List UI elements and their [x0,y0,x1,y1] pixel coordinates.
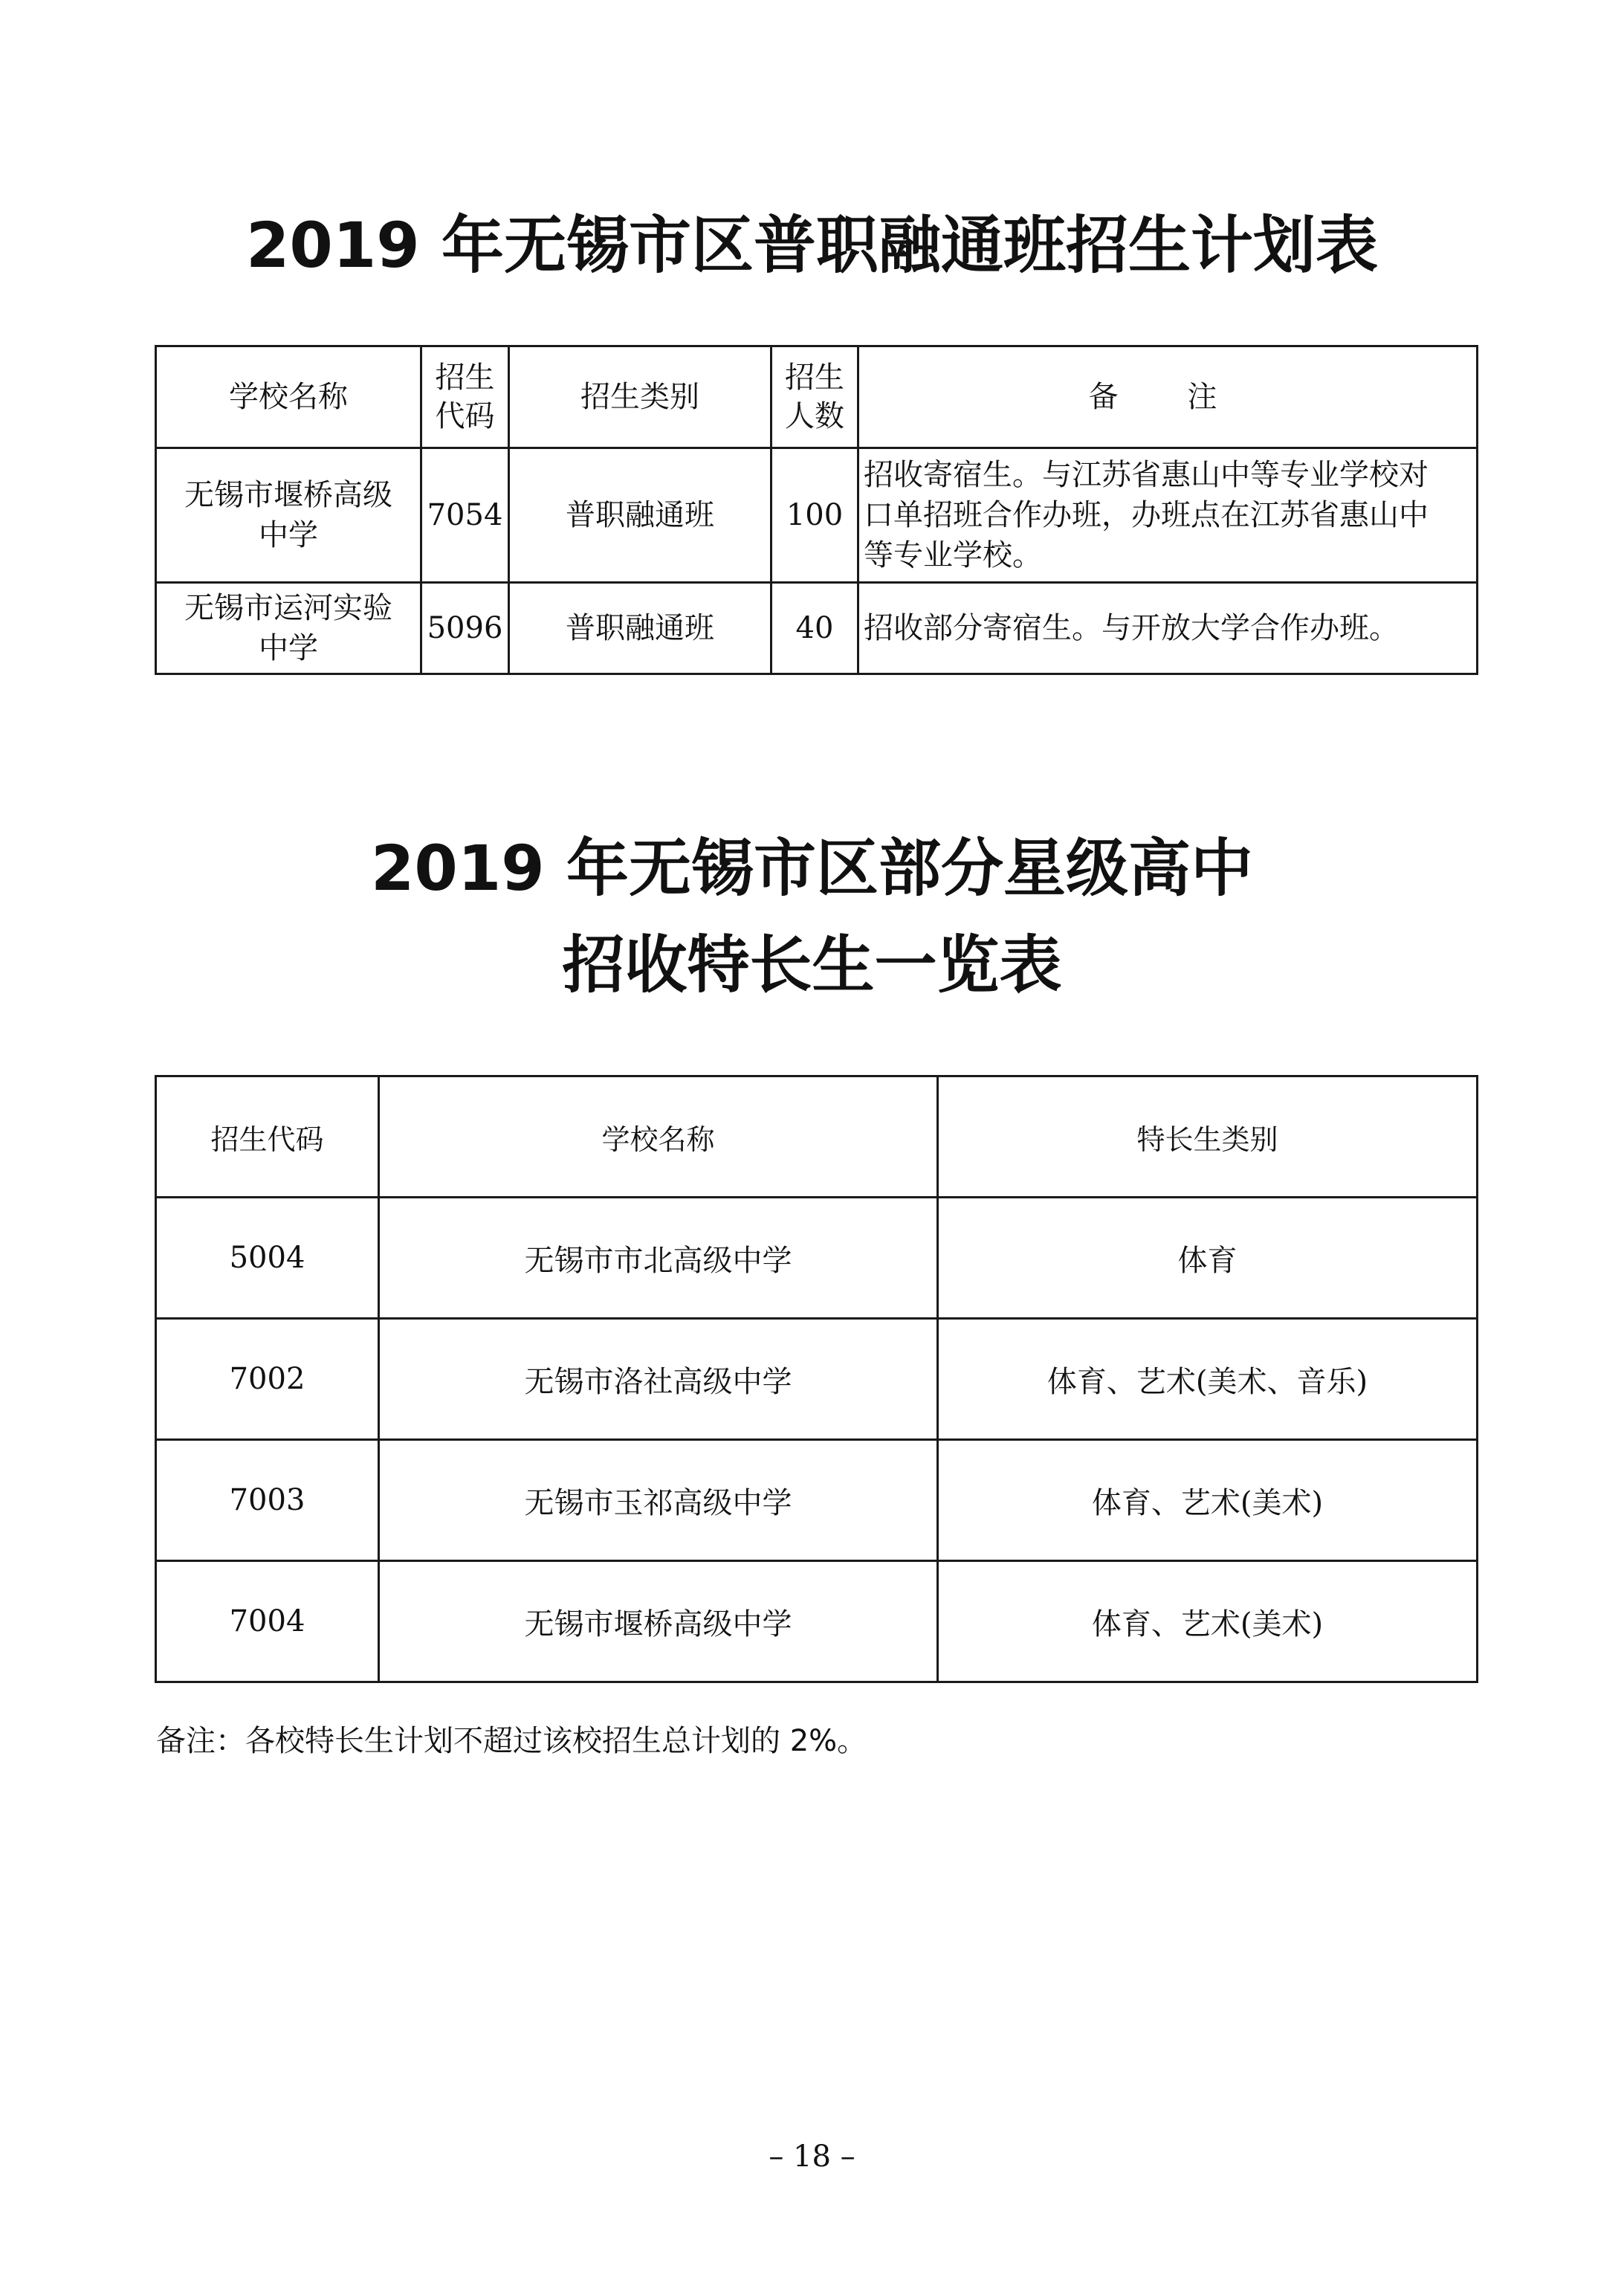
header-school-name: 学校名称 [156,346,421,448]
cell-code: 7054 [421,448,509,583]
table2-title-line-1: 2019 年无锡市区部分星级高中 [370,832,1254,905]
table-row [156,448,1478,583]
cell-school-name: 无锡市堰桥高级中学 [379,1561,938,1682]
header-count-line-1: 招生 [785,361,844,395]
table-header-row [156,1076,1478,1198]
table2-footnote: 备注：各校特长生计划不超过该校招生总计划的 2%。 [156,1724,867,1758]
cell-count: 100 [771,448,858,583]
cell-school-name: 无锡市洛社高级中学 [379,1319,938,1440]
table1-title: 2019 年无锡市区普职融通班招生计划表 [245,209,1379,282]
cell-school-name: 无锡市市北高级中学 [379,1198,938,1319]
cell-code: 7003 [156,1440,379,1561]
table-row [156,1319,1478,1440]
cell-remarks [858,448,1478,583]
school-name-line-2: 中学 [259,631,318,665]
cell-category: 普职融通班 [509,448,771,583]
cell-school-name [156,583,421,674]
header-enrollment-code: 招生代码 [156,1076,379,1198]
table-row [156,1440,1478,1561]
cell-talent-category: 体育、艺术(美术) [938,1561,1478,1682]
header-enrollment-category: 招生类别 [509,346,771,448]
remarks-line-1: 招收部分寄宿生。与开放大学合作办班。 [864,611,1399,645]
header-count-line-2: 人数 [785,399,844,433]
cell-talent-category: 体育 [938,1198,1478,1319]
school-name-line-1: 无锡市运河实验 [184,591,392,625]
special-talent-enrollment-table [155,1075,1478,1683]
header-enrollment-code [421,346,509,448]
header-code-line-1: 招生 [435,361,495,395]
cell-code: 5004 [156,1198,379,1319]
table-row [156,1561,1478,1682]
cell-category: 普职融通班 [509,583,771,674]
table-header-row [156,346,1478,448]
header-talent-category: 特长生类别 [938,1076,1478,1198]
cell-school-name: 无锡市玉祁高级中学 [379,1440,938,1561]
remarks-line-2: 口单招班合作办班，办班点在江苏省惠山中 [864,498,1429,532]
school-name-line-2: 中学 [259,518,318,552]
cell-code: 5096 [421,583,509,674]
remarks-line-1: 招收寄宿生。与江苏省惠山中等专业学校对 [864,458,1429,492]
table-row [156,1198,1478,1319]
cell-remarks [858,583,1478,674]
cell-talent-category: 体育、艺术(美术) [938,1440,1478,1561]
header-remarks: 备 注 [858,346,1478,448]
vocational-integration-enrollment-table [155,345,1478,675]
school-name-line-1: 无锡市堰桥高级 [184,478,392,512]
table2-title-line-2: 招收特长生一览表 [562,929,1062,1001]
page-number: – 18 – [769,2140,855,2174]
header-enrollment-count [771,346,858,448]
cell-code: 7004 [156,1561,379,1682]
cell-talent-category: 体育、艺术(美术、音乐) [938,1319,1478,1440]
table-row [156,583,1478,674]
header-school-name: 学校名称 [379,1076,938,1198]
cell-school-name [156,448,421,583]
remarks-line-3: 等专业学校。 [864,538,1042,572]
header-code-line-2: 代码 [435,399,495,433]
cell-count: 40 [771,583,858,674]
cell-code: 7002 [156,1319,379,1440]
